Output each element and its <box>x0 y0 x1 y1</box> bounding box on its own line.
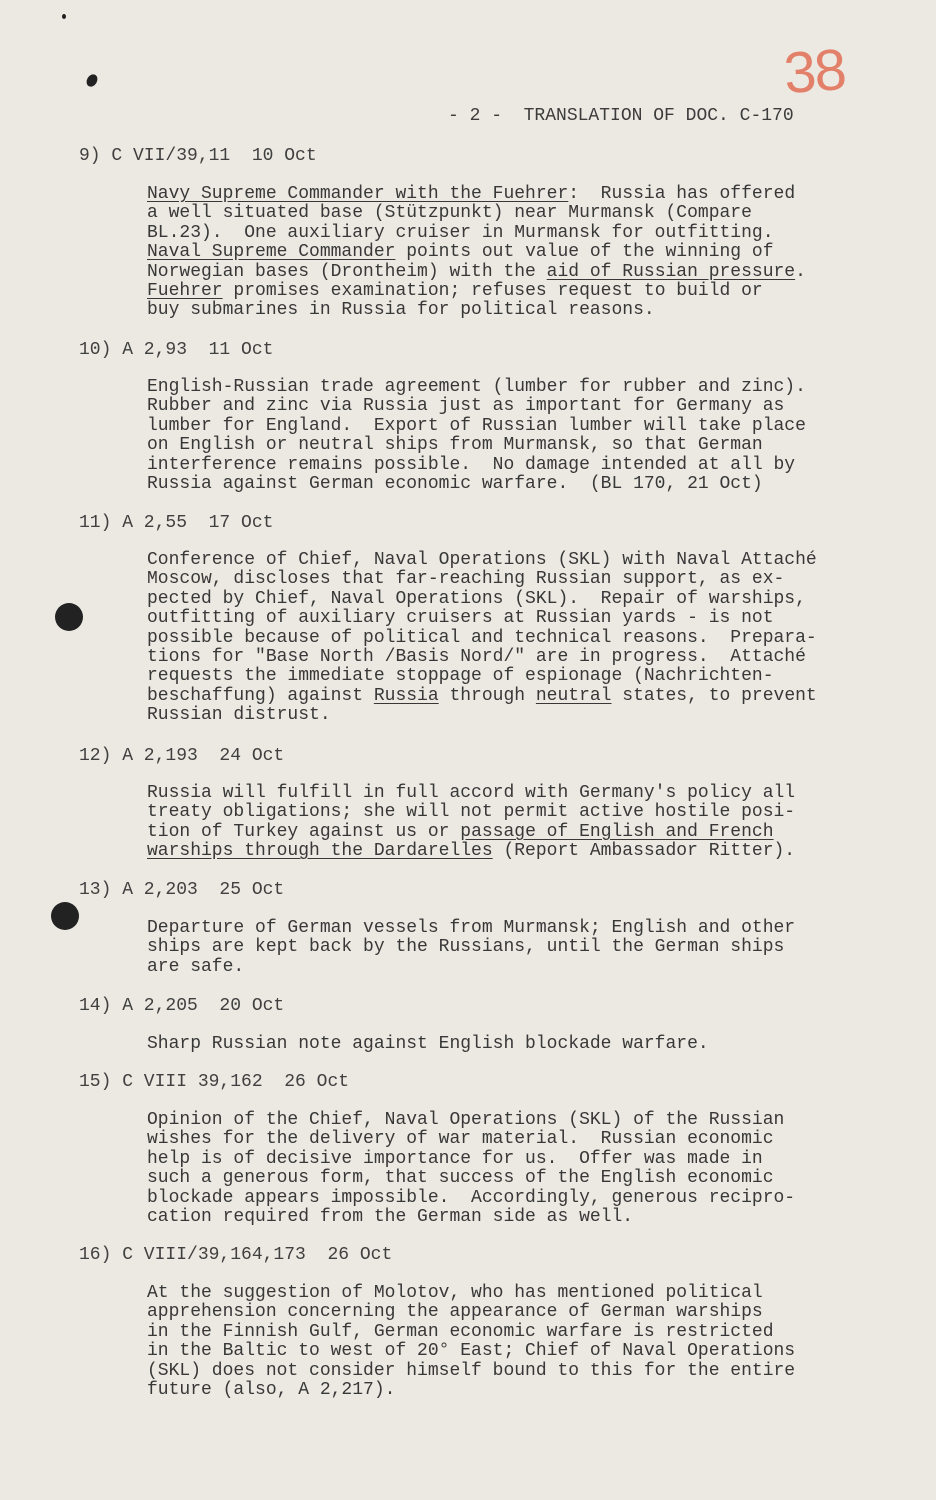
paragraph-line <box>147 1208 877 1227</box>
paragraph-line <box>147 1150 877 1169</box>
text-run: beschaffung) against <box>147 685 374 706</box>
paragraph-line <box>147 397 877 416</box>
text-run: treaty obligations; she will not permit active hostile posi- <box>147 802 796 823</box>
paragraph-line <box>147 570 877 589</box>
document-header: - 2 - TRANSLATION OF DOC. C-170 <box>448 106 794 126</box>
paragraph-line <box>147 378 877 397</box>
punch-mark <box>84 72 99 88</box>
page-number-stamp: 38 <box>781 36 847 107</box>
paragraph-line <box>147 823 877 842</box>
paragraph-line <box>147 1035 877 1054</box>
text-run: At the suggestion of Molotov, who has mentioned political <box>147 1283 763 1303</box>
entry-heading: 11) A 2,55 17 Oct <box>79 513 274 533</box>
text-run: possible because of political and technical reasons. Prepara- <box>147 627 817 648</box>
underlined-text: Naval Supreme Commander <box>147 242 396 263</box>
punch-hole <box>51 902 79 930</box>
text-run: lumber for England. Export of Russian lumber will take place <box>147 415 806 436</box>
text-run: help is of decisive importance for us. Offer was made in <box>147 1148 763 1169</box>
paragraph-line <box>147 609 877 628</box>
entry-heading: 13) A 2,203 25 Oct <box>79 880 285 900</box>
paragraph-line <box>147 551 877 570</box>
text-run: Russian distrust. <box>147 705 331 726</box>
paragraph-line <box>147 263 877 282</box>
text-run: tions for "Base North /Basis Nord/" are in progress. Attaché <box>147 647 806 668</box>
entry-paragraph <box>147 378 877 494</box>
paragraph-line <box>147 1362 877 1381</box>
entry-heading: 12) A 2,193 24 Oct <box>79 746 285 766</box>
entry-paragraph <box>147 551 877 726</box>
paragraph-line <box>147 243 877 262</box>
underlined-text: neutral <box>535 685 612 706</box>
text-run: buy submarines in Russia for political reasons. <box>147 300 655 321</box>
text-run: points out value of the winning of <box>395 242 774 263</box>
text-run: Departure of German vessels from Murmansk; English and other <box>147 918 796 938</box>
paragraph-line <box>147 919 877 938</box>
entry-heading: 16) C VIII/39,164,173 26 Oct <box>79 1245 393 1265</box>
entry-heading: 14) A 2,205 20 Oct <box>79 996 285 1016</box>
underlined-text: aid of Russian pressure <box>546 261 796 282</box>
entry-heading: 9) C VII/39,11 10 Oct <box>79 146 317 166</box>
paragraph-line <box>147 456 877 475</box>
entry-heading: 10) A 2,93 11 Oct <box>79 340 274 360</box>
paragraph-line <box>147 204 877 223</box>
underlined-text: Fuehrer <box>147 281 223 302</box>
paragraph-line <box>147 224 877 243</box>
punch-hole <box>55 603 83 631</box>
text-run: future (also, A 2,217). <box>147 1380 396 1401</box>
text-run: cation required from the German side as well. <box>147 1207 634 1228</box>
entry-paragraph <box>147 1111 877 1227</box>
paragraph-line <box>147 301 877 320</box>
punch-mark <box>62 14 66 19</box>
text-run: Conference of Chief, Naval Operations (SKL) with Naval Attaché <box>147 550 817 570</box>
text-run: such a generous form, that success of the English economic <box>147 1168 774 1189</box>
paragraph-line <box>147 417 877 436</box>
paragraph-line <box>147 590 877 609</box>
text-run: Rubber and zinc via Russia just as important for Germany as <box>147 396 785 417</box>
underlined-text: Russia <box>373 685 439 706</box>
text-run: apprehension concerning the appearance of German warships <box>147 1302 763 1323</box>
text-run: pected by Chief, Naval Operations (SKL). Repair of warships, <box>147 588 806 609</box>
text-run: (SKL) does not consider himself bound to this for the entire <box>147 1360 796 1381</box>
paragraph-line <box>147 436 877 455</box>
text-run: through <box>438 685 536 706</box>
text-run: promises examination; refuses request to build or <box>222 281 763 302</box>
underlined-text: Navy Supreme Commander with the Fuehrer <box>147 184 569 204</box>
text-run: : Russia has offered <box>568 184 796 204</box>
paragraph-line <box>147 1303 877 1322</box>
underlined-text: passage of English and French <box>460 821 774 842</box>
text-run: a well situated base (Stützpunkt) near Murmansk (Compare <box>147 203 752 224</box>
paragraph-line <box>147 667 877 686</box>
text-run: requests the immediate stoppage of espionage (Nachrichten- <box>147 666 774 687</box>
text-run: Opinion of the Chief, Naval Operations (SKL) of the Russian <box>147 1110 785 1130</box>
paragraph-line <box>147 629 877 648</box>
paragraph-line <box>147 842 877 861</box>
paragraph-line <box>147 706 877 725</box>
text-run: tion of Turkey against us or <box>147 821 461 842</box>
paragraph-line <box>147 185 877 204</box>
entry-paragraph <box>147 1284 877 1400</box>
entry-paragraph <box>147 1035 877 1054</box>
text-run: in the Finnish Gulf, German economic warfare is restricted <box>147 1321 774 1342</box>
paragraph-line <box>147 475 877 494</box>
paragraph-line <box>147 784 877 803</box>
text-run: (Report Ambassador Ritter). <box>492 841 796 862</box>
text-run: BL.23). One auxiliary cruiser in Murmansk for outfitting. <box>147 222 774 243</box>
entry-paragraph <box>147 919 877 977</box>
text-run: wishes for the delivery of war material. Russian economic <box>147 1129 774 1150</box>
text-run: in the Baltic to west of 20° East; Chief of Naval Operations <box>147 1341 796 1362</box>
paragraph-line <box>147 1381 877 1400</box>
text-run: states, to prevent <box>611 685 817 706</box>
text-run: English-Russian trade agreement (lumber for rubber and zinc). <box>147 377 806 397</box>
text-run: on English or neutral ships from Murmansk, so that German <box>147 435 763 456</box>
text-run: . <box>795 261 806 282</box>
paragraph-line <box>147 1189 877 1208</box>
entry-paragraph <box>147 784 877 862</box>
text-run: Russia will fulfill in full accord with Germany's policy all <box>147 783 796 803</box>
paragraph-line <box>147 938 877 957</box>
paragraph-line <box>147 1323 877 1342</box>
entry-paragraph <box>147 185 877 321</box>
text-run: Norwegian bases (Drontheim) with the <box>147 261 547 282</box>
text-run: Russia against German economic warfare. (BL 170, 21 Oct) <box>147 474 763 495</box>
paragraph-line <box>147 687 877 706</box>
paragraph-line <box>147 1342 877 1361</box>
text-run: outfitting of auxiliary cruisers at Russian yards - is not <box>147 608 774 629</box>
paragraph-line <box>147 648 877 667</box>
underlined-text: warships through the Dardarelles <box>147 841 493 862</box>
paragraph-line <box>147 1284 877 1303</box>
paragraph-line <box>147 282 877 301</box>
text-run: blockade appears impossible. Accordingly, generous recipro- <box>147 1187 796 1208</box>
paragraph-line <box>147 1169 877 1188</box>
text-run: ships are kept back by the Russians, until the German ships <box>147 937 785 958</box>
text-run: are safe. <box>147 956 245 977</box>
paragraph-line <box>147 1111 877 1130</box>
paragraph-line <box>147 1130 877 1149</box>
entry-heading: 15) C VIII 39,162 26 Oct <box>79 1072 350 1092</box>
text-run: interference remains possible. No damage intended at all by <box>147 454 796 475</box>
paragraph-line <box>147 803 877 822</box>
text-run: Moscow, discloses that far-reaching Russian support, as ex- <box>147 569 785 590</box>
paragraph-line <box>147 958 877 977</box>
text-run: Sharp Russian note against English blockade warfare. <box>147 1034 709 1054</box>
